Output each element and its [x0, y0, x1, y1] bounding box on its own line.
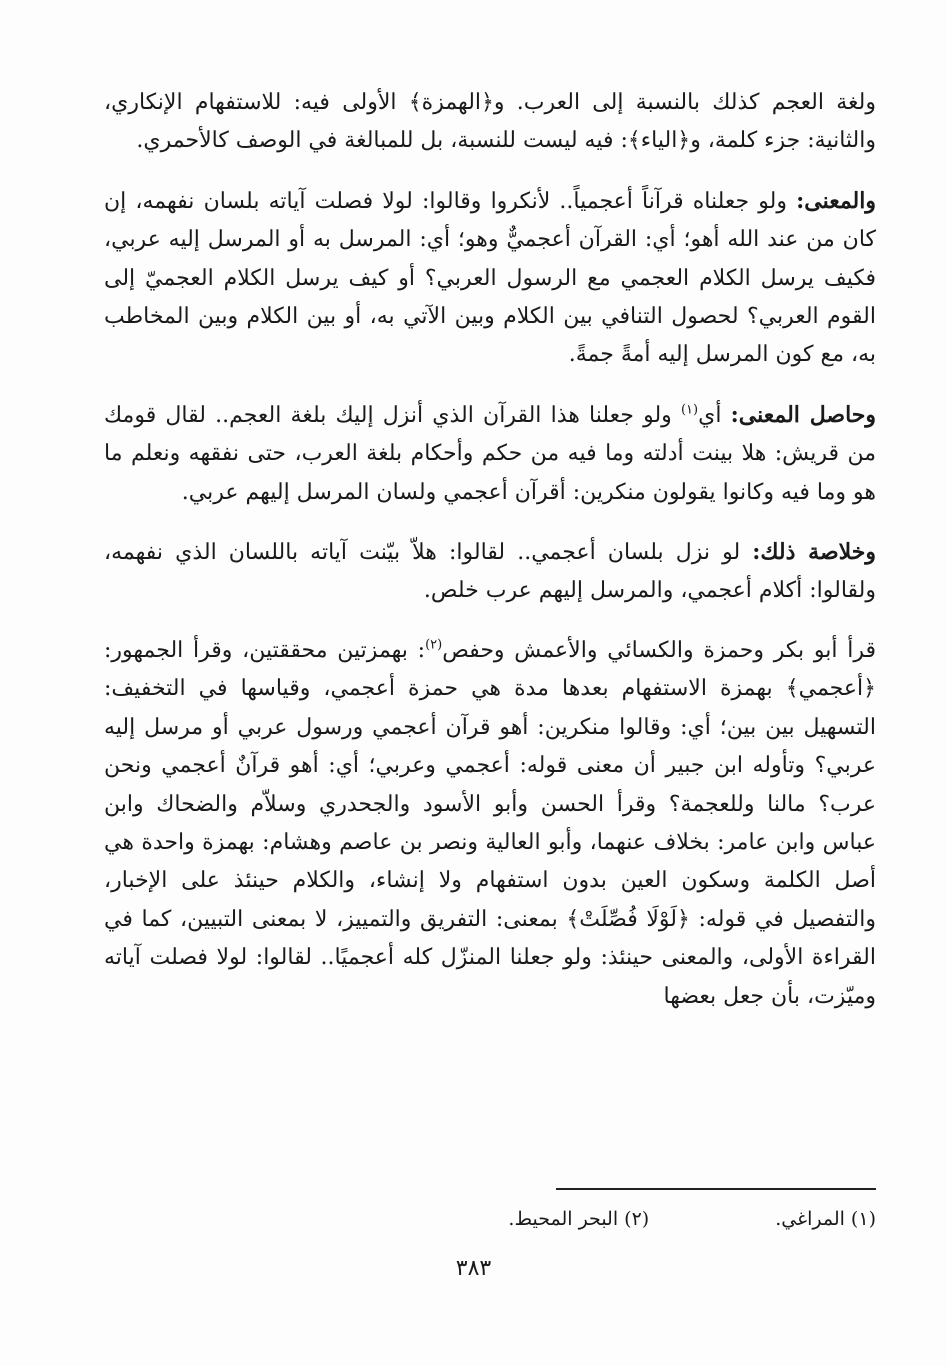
paragraph-5 — [104, 632, 876, 1016]
paragraph-lead: وخلاصة ذلك: — [752, 539, 876, 566]
footnote-2: (٢) البحر المحيط. — [508, 1208, 650, 1230]
paragraph-text: ولو جعلناه قرآناً أعجمياً.. لأنكروا وقالوا: لولا فصلت آياته بلسان نفهمه، إن كان من عند الله أهو؛ أي: القرآن أعجميٌّ وهو؛ أي: المرسل به أو المرسل إليه عربي، فكيف يرسل الكلام العجمي مع الرسول العربي؟ أو كيف يرسل الكلام العجميّ إلى القوم العربي؟ لحصول التنافي بين الكلام وبين الآتي به، أو بين الكلام وبين المخاطب به، مع كون المرسل إليه أمةً جمةً. — [104, 188, 876, 368]
paragraph-text: : بهمزتين محققتين، وقرأ الجمهور: ﴿أعجمي﴾ بهمزة الاستفهام بعدها مدة هي حمزة أعجمي، وقياسها في التخفيف: التسهيل بين بين؛ أي: وقالوا منكرين: أهو قرآن أعجمي ورسول عربي أو مرسل إليه عربي؟ وتأوله ابن جبير أن معنى قوله: أعجمي وعربي؛ أي: أهو قرآنٌ أعجمي ونحن عرب؟ مالنا وللعجمة؟ وقرأ الحسن وأبو الأسود والجحدري وسلاّم والضحاك وابن عباس وابن عامر: بخلاف عنهما، وأبو العالية ونصر بن عاصم وهشام: بهمزة واحدة هي أصل الكلمة وسكون العين بدون استفهام ولا إنشاء، والكلام حينئذ على الإخبار، والتفصيل في قوله: ﴿لَوْلَا فُصِّلَتْ﴾ بمعنى: التفريق والتمييز، لا بمعنى التبيين، كما في القراءة الأولى، والمعنى حينئذ: ولو جعلنا المنزّل كله أعجميًا.. لقالوا: لولا فصلت آياته وميّزت، بأن جعل بعضها — [104, 637, 876, 1009]
paragraph-lead: والمعنى: — [796, 187, 876, 214]
paragraph-4 — [104, 533, 876, 611]
paragraph-3 — [104, 396, 876, 512]
paragraph-pre: أي — [698, 402, 731, 428]
paragraph-text: ولغة العجم كذلك بالنسبة إلى العرب. و﴿الهمزة﴾ الأولى فيه: للاستفهام الإنكاري، والثانية: جزء كلمة، و﴿الياء﴾: فيه ليست للنسبة، بل للمبالغة في الوصف كالأحمري. — [104, 90, 876, 154]
footnote-ref-1[interactable]: (١) — [680, 402, 699, 418]
page-number: ٣٨٣ — [455, 1256, 492, 1281]
footnote-divider — [556, 1188, 876, 1190]
paragraph-2 — [104, 182, 876, 375]
footnote-ref-2[interactable]: (٢) — [425, 637, 443, 653]
main-text — [104, 84, 876, 1037]
paragraph-pre: قرأ أبو بكر وحمزة والكسائي والأعمش وحفص — [442, 637, 876, 663]
paragraph-lead: وحاصل المعنى: — [730, 401, 877, 428]
paragraph-text: ولو جعلنا هذا القرآن الذي أنزل إليك بلغة العجم.. لقال قومك من قريش: هلا بينت أدلته وما فيه من حكم وأحكام بلغة العرب، حتى نفقهه ونعلم ما هو وما فيه وكانوا يقولون منكرين: أقرآن أعجمي ولسان المرسل إليهم عربي. — [104, 402, 876, 505]
paragraph-1 — [104, 84, 876, 161]
footnote-1: (١) المراغي. — [775, 1208, 876, 1230]
paragraph-text: لو نزل بلسان أعجمي.. لقالوا: هلاّ بيّنت آياته باللسان الذي نفهمه، ولقالوا: أكلام أعجمي، والمرسل إليهم عرب خلص. — [104, 540, 876, 604]
footnotes — [104, 1204, 876, 1234]
